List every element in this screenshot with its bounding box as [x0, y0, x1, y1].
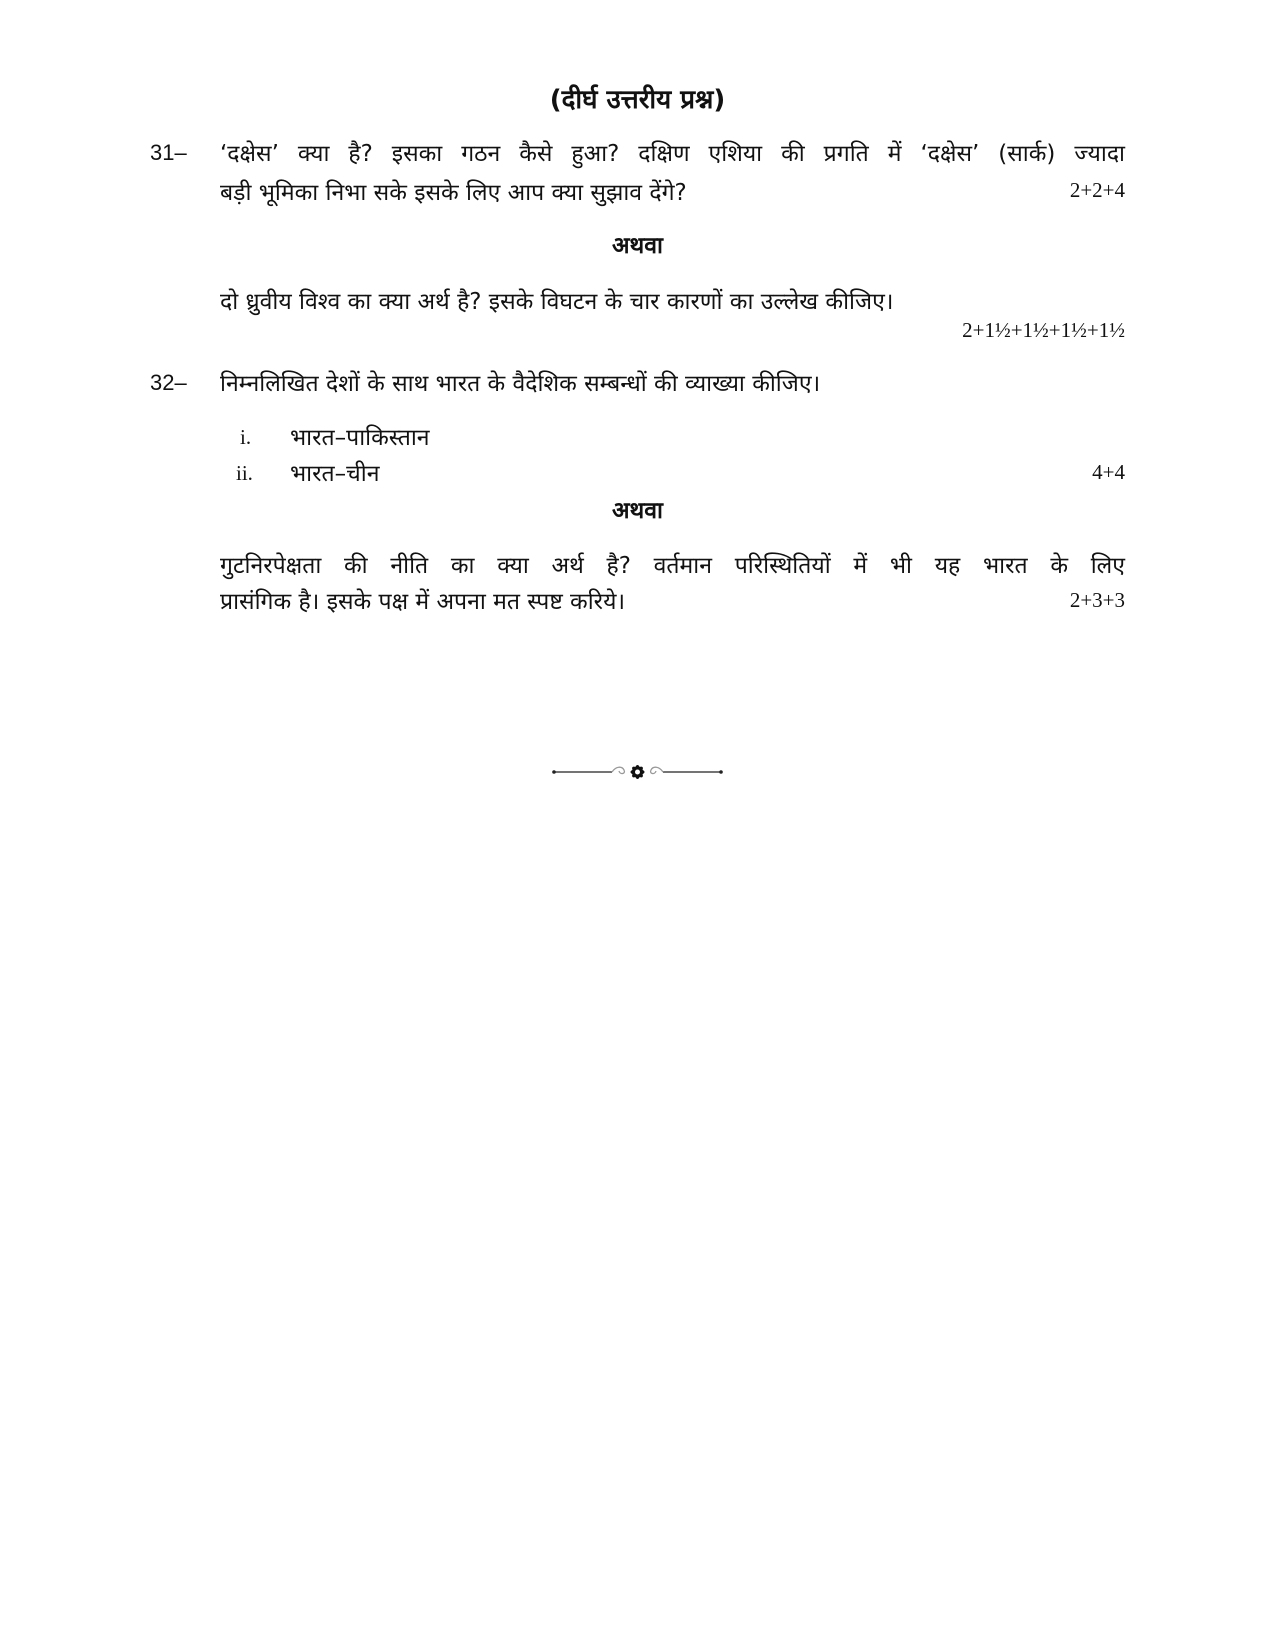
question-31-number: 31–: [150, 140, 187, 165]
question-32-number: 32–: [150, 370, 187, 395]
or-label-31: अथवा: [611, 233, 663, 259]
question-32-alternative-line-2: प्रासंगिक है। इसके पक्ष में अपना मत स्पष्ट करिये।: [220, 589, 626, 615]
question-32-marks: 4+4: [1092, 460, 1125, 484]
question-31-marks: 2+2+4: [1069, 178, 1125, 202]
question-32-item-1-number: i.: [240, 425, 252, 449]
question-32-item-2-text: भारत–चीन: [290, 461, 380, 487]
question-31-line-2: बड़ी भूमिका निभा सके इसके लिए आप क्या सुझाव देंगे?: [220, 180, 687, 206]
question-32-alternative-marks: 2+3+3: [1069, 588, 1125, 612]
question-32-item-2-number: ii.: [236, 461, 253, 485]
question-31-alternative: दो ध्रुवीय विश्व का क्या अर्थ है? इसके विघटन के चार कारणों का उल्लेख कीजिए।: [220, 289, 894, 315]
question-31-line-1: ‘दक्षेस’ क्या है? इसका गठन कैसे हुआ? दक्षिण एशिया की प्रगति में ‘दक्षेस’ (सार्क) ज्यादा: [220, 141, 1125, 167]
or-label-32: अथवा: [611, 498, 663, 524]
question-32-alternative-line-1: गुटनिरपेक्षता की नीति का क्या अर्थ है? वर्तमान परिस्थितियों में भी यह भारत के लिए: [220, 553, 1125, 579]
flourish-divider-icon: [550, 760, 725, 784]
question-32-item-1-text: भारत–पाकिस्तान: [290, 425, 430, 451]
section-heading: (दीर्घ उत्तरीय प्रश्न): [549, 85, 726, 115]
question-32-line: निम्नलिखित देशों के साथ भारत के वैदेशिक सम्बन्धों की व्याख्या कीजिए।: [220, 371, 821, 397]
question-31-alternative-marks: 2+1½+1½+1½+1½: [962, 318, 1125, 342]
